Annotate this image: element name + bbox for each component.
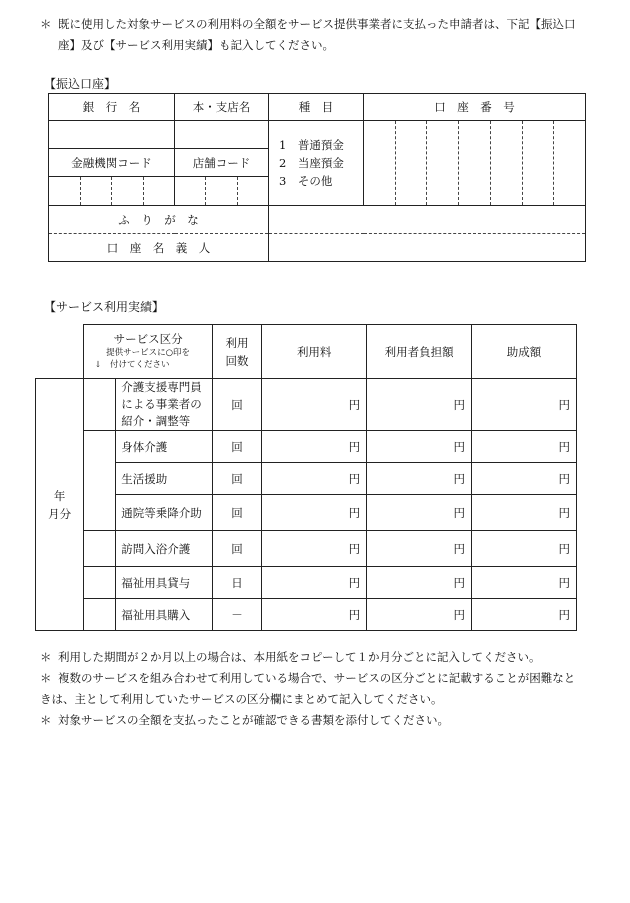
category-header-note2: ↓ 付けてください <box>94 360 170 370</box>
count-header: 利用 回数 <box>212 325 261 379</box>
bank-name-field[interactable] <box>49 121 175 149</box>
burden-cell[interactable]: 円 <box>367 567 472 599</box>
code-cell[interactable] <box>205 177 236 205</box>
category-header <box>84 325 213 379</box>
bank-section-title: 【振込口座】 <box>44 77 117 91</box>
intro-note <box>40 14 595 56</box>
burden-cell[interactable]: 円 <box>367 599 472 631</box>
footer-note-1-line1: 利用した期間が２か月以上の場合は、本用紙をコピーして１か月分ごとに記入してください。 <box>58 650 541 664</box>
code-cell[interactable] <box>175 177 205 205</box>
fee-header: 利用料 <box>262 325 367 379</box>
period-cell[interactable] <box>36 379 84 631</box>
digit-cell[interactable] <box>426 121 458 205</box>
footer-note-1 <box>40 647 595 668</box>
digit-cell[interactable] <box>490 121 522 205</box>
intro-note-line1: 既に使用した対象サービスの利用料の全額をサービス提供事業者に支払った申請者は、下記【振込口 <box>58 17 576 31</box>
kind-header: 種 目 <box>269 94 364 121</box>
code-cell[interactable] <box>80 177 112 205</box>
code-cell[interactable] <box>237 177 268 205</box>
note-mark: ＊ <box>40 17 52 31</box>
digit-cell[interactable] <box>522 121 554 205</box>
footer-note-2-line1: 複数のサービスを組み合わせて利用している場合で、サービスの区分ごとに記載することが困難なと <box>58 671 576 685</box>
service-name: 通院等乗降介助 <box>116 495 213 531</box>
branch-header: 本・支店名 <box>175 94 269 121</box>
category-header-title: サービス区分 <box>113 332 183 346</box>
table-row <box>36 431 577 463</box>
count-unit[interactable]: 日 <box>212 567 261 599</box>
digit-cell[interactable] <box>458 121 490 205</box>
digit-cell[interactable] <box>364 121 395 205</box>
burden-header: 利用者負担額 <box>367 325 472 379</box>
table-row <box>36 379 577 431</box>
burden-cell[interactable]: 円 <box>367 495 472 531</box>
footer-note-2-line2: きは、主として利用していたサービスの区分欄にまとめて記入してください。 <box>40 692 443 706</box>
branch-name-field[interactable] <box>175 121 269 149</box>
code-cell[interactable] <box>49 177 80 205</box>
mark-cell[interactable] <box>84 531 116 567</box>
subsidy-cell[interactable]: 円 <box>472 599 577 631</box>
intro-note-line2: 座】及び【サービス利用実績】も記入してください。 <box>58 38 334 52</box>
category-header-note1: 提供サービスに○印を <box>106 348 191 358</box>
fee-cell[interactable]: 円 <box>262 379 367 431</box>
account-holder-field[interactable] <box>269 234 586 262</box>
period-year-label: 年 <box>53 488 66 503</box>
account-number-field[interactable] <box>364 121 586 206</box>
mark-cell[interactable] <box>84 431 116 531</box>
furigana-label: ふ り が な <box>49 206 269 234</box>
count-unit[interactable]: － <box>212 599 261 631</box>
subsidy-cell[interactable]: 円 <box>472 463 577 495</box>
digit-cell[interactable] <box>395 121 427 205</box>
service-name: 福祉用具貸与 <box>116 567 213 599</box>
footer-note-3 <box>40 710 595 731</box>
kind-option-2[interactable]: 2 当座預金 <box>279 156 344 170</box>
service-name: 訪問入浴介護 <box>116 531 213 567</box>
footer-note-3-line1: 対象サービスの全額を支払ったことが確認できる書類を添付してください。 <box>58 713 449 727</box>
table-row <box>36 567 577 599</box>
subsidy-cell[interactable]: 円 <box>472 567 577 599</box>
institution-code-label: 金融機関コード <box>49 149 175 177</box>
fee-cell[interactable]: 円 <box>262 463 367 495</box>
mark-cell[interactable] <box>84 567 116 599</box>
period-month-label: 月分 <box>48 506 72 521</box>
institution-code-field[interactable] <box>49 177 175 206</box>
count-unit[interactable]: 回 <box>212 531 261 567</box>
header-blank <box>36 325 84 379</box>
count-unit[interactable]: 回 <box>212 463 261 495</box>
burden-cell[interactable]: 円 <box>367 431 472 463</box>
subsidy-cell[interactable]: 円 <box>472 495 577 531</box>
furigana-field[interactable] <box>269 206 586 234</box>
fee-cell[interactable]: 円 <box>262 431 367 463</box>
service-name: 生活援助 <box>116 463 213 495</box>
kind-option-3[interactable]: 3 その他 <box>279 174 333 188</box>
service-section-title: 【サービス利用実績】 <box>44 300 165 314</box>
bank-name-header: 銀 行 名 <box>49 94 175 121</box>
count-unit[interactable]: 回 <box>212 379 261 431</box>
branch-code-field[interactable] <box>175 177 269 206</box>
burden-cell[interactable]: 円 <box>367 379 472 431</box>
note-mark: ＊ <box>40 671 52 685</box>
fee-cell[interactable]: 円 <box>262 495 367 531</box>
code-cell[interactable] <box>111 177 143 205</box>
kind-option-1[interactable]: 1 普通預金 <box>279 138 344 152</box>
fee-cell[interactable]: 円 <box>262 567 367 599</box>
mark-cell[interactable] <box>84 379 116 431</box>
service-name: 福祉用具購入 <box>116 599 213 631</box>
service-name: 身体介護 <box>116 431 213 463</box>
subsidy-cell[interactable]: 円 <box>472 531 577 567</box>
table-row <box>36 495 577 531</box>
table-row <box>36 599 577 631</box>
subsidy-cell[interactable]: 円 <box>472 379 577 431</box>
burden-cell[interactable]: 円 <box>367 463 472 495</box>
account-holder-label: 口 座 名 義 人 <box>49 234 269 262</box>
code-cell[interactable] <box>143 177 175 205</box>
subsidy-header: 助成額 <box>472 325 577 379</box>
account-number-header: 口 座 番 号 <box>364 94 586 121</box>
service-record-table <box>35 324 577 631</box>
count-unit[interactable]: 回 <box>212 431 261 463</box>
burden-cell[interactable]: 円 <box>367 531 472 567</box>
mark-cell[interactable] <box>84 599 116 631</box>
fee-cell[interactable]: 円 <box>262 599 367 631</box>
fee-cell[interactable]: 円 <box>262 531 367 567</box>
note-mark: ＊ <box>40 713 52 727</box>
table-row <box>36 463 577 495</box>
service-name: 介護支援専門員による事業者の紹介・調整等 <box>116 379 213 431</box>
footer-note-2 <box>40 668 595 710</box>
digit-cell[interactable] <box>553 121 585 205</box>
table-row <box>36 531 577 567</box>
branch-code-label: 店舗コード <box>175 149 269 177</box>
account-kind-options[interactable] <box>269 121 364 206</box>
note-mark: ＊ <box>40 650 52 664</box>
bank-account-table <box>48 93 586 262</box>
subsidy-cell[interactable]: 円 <box>472 431 577 463</box>
count-unit[interactable]: 回 <box>212 495 261 531</box>
